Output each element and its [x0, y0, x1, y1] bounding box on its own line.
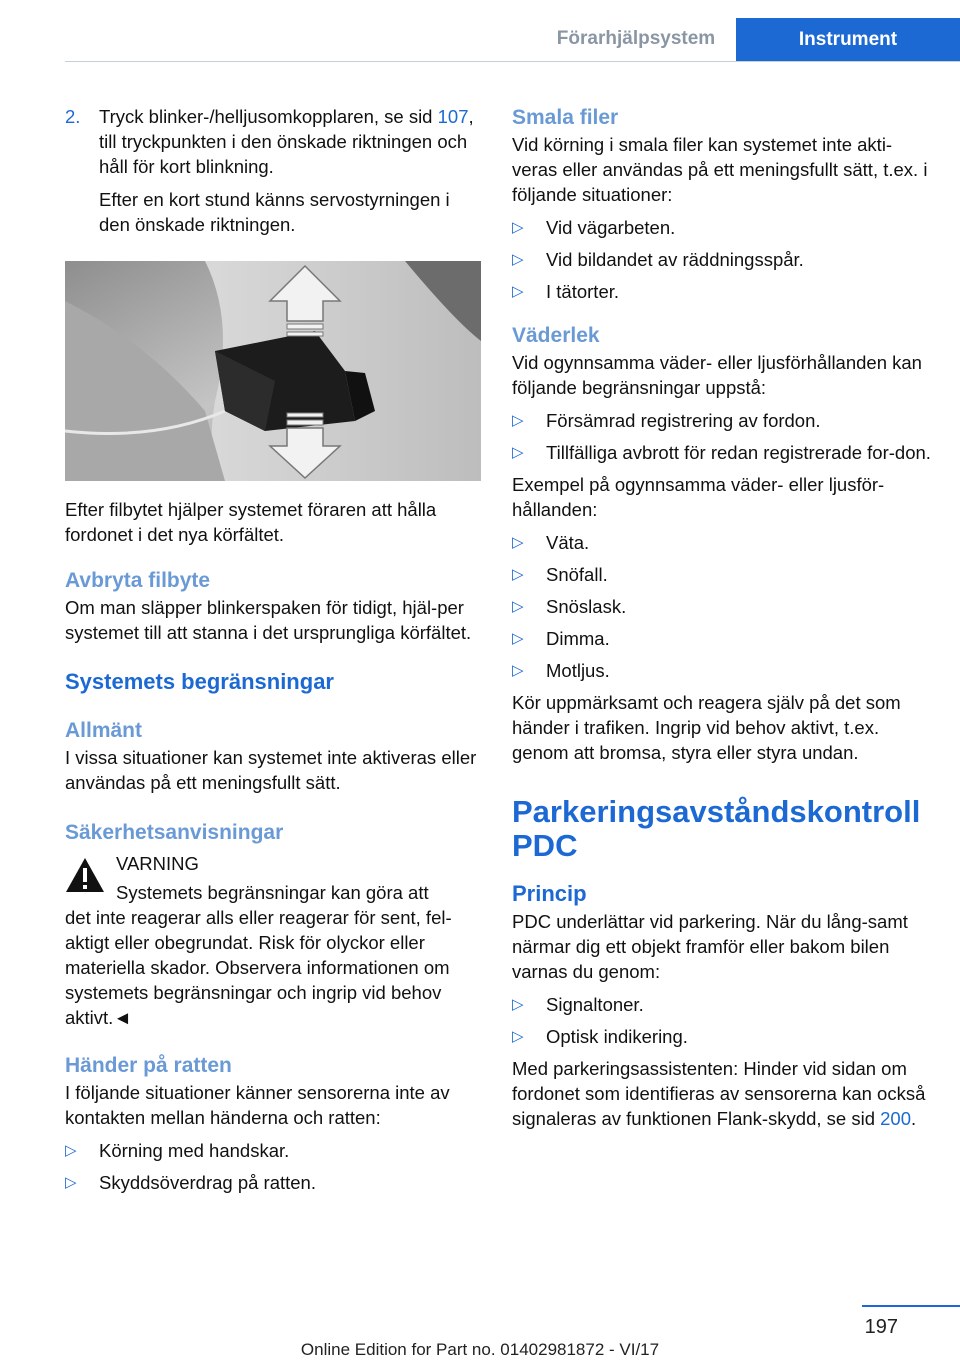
- parking-assistant-text: Med parkeringsassistenten: Hinder vid sidan om fordonet som identifieras av sensorerna kan också signaleras av funktionen Flank-skydd, se sid 200.: [512, 1058, 926, 1129]
- step-2: [65, 104, 481, 237]
- triangle-right-icon: ▷: [512, 1028, 524, 1045]
- edition-footer: Online Edition for Part no. 01402981872 - VI/17: [300, 1340, 660, 1359]
- principle-heading: Princip: [512, 881, 587, 906]
- step-number: 2.: [65, 106, 81, 127]
- header-chapter-tab[interactable]: Instrument: [736, 18, 960, 62]
- warning-text: det inte reagerar alls eller reagerar för sent, fel-aktigt eller obegrundat. Risk för olyckor eller materiella skador. Observera informationen om systemets begränsningar och ingrip vid behov aktivt.◄: [65, 907, 452, 1028]
- narrow-lanes-heading: Smala filer: [512, 106, 619, 129]
- list-item: ▷ Skyddsöverdrag på ratten.: [65, 1172, 316, 1193]
- page-link-107[interactable]: 107: [437, 106, 469, 127]
- hands-list: [65, 1138, 481, 1195]
- header-divider: [65, 61, 960, 62]
- triangle-right-icon: ▷: [512, 219, 524, 236]
- abort-heading: Avbryta filbyte: [65, 569, 211, 592]
- attention-text: Kör uppmärksamt och reagera själv på det som händer i trafiken. Ingrip vid behov aktivt, t.ex. genom att bromsa, styra eller styra undan.: [512, 692, 901, 763]
- principle-text: PDC underlättar vid parkering. När du lång-samt närmar dig ett objekt framför eller bakom bilen varnas du genom:: [512, 911, 908, 982]
- limits-heading: Systemets begränsningar: [65, 669, 334, 694]
- header-section-tab[interactable]: Förarhjälpsystem: [556, 28, 716, 49]
- left-column: [65, 104, 481, 1202]
- weather-heading: Väderlek: [512, 324, 600, 347]
- triangle-right-icon: ▷: [512, 251, 524, 268]
- weather-examples-text: Exempel på ogynnsamma väder- eller ljusför-hållanden:: [512, 474, 885, 520]
- list-item: ▷ Körning med handskar.: [65, 1140, 290, 1161]
- weather-text: Vid ogynnsamma väder- eller ljusförhållanden kan följande begränsningar uppstå:: [512, 352, 922, 398]
- weather-list: [512, 408, 932, 465]
- triangle-right-icon: ▷: [512, 444, 524, 461]
- triangle-right-icon: ▷: [512, 412, 524, 429]
- list-item: ▷ Optisk indikering.: [512, 1026, 688, 1047]
- weather-examples-list: [512, 530, 932, 683]
- hands-heading: Händer på ratten: [65, 1054, 232, 1077]
- page-number: 197: [864, 1316, 898, 1338]
- list-item: ▷ I tätorter.: [512, 281, 620, 302]
- list-item: ▷ Försämrad registrering av fordon.: [512, 410, 821, 431]
- turn-signal-lever-image: [65, 261, 481, 481]
- list-item: ▷ Dimma.: [512, 628, 610, 649]
- triangle-right-icon: ▷: [512, 566, 524, 583]
- after-lane-change-text: Efter filbytet hjälper systemet föraren att hålla fordonet i det nya körfältet.: [65, 499, 437, 545]
- list-item: ▷ Motljus.: [512, 660, 610, 681]
- abort-text: Om man släpper blinkerspaken för tidigt, hjäl-per systemet till att stanna i det ursprungliga körfältet.: [65, 597, 472, 643]
- triangle-right-icon: ▷: [512, 996, 524, 1013]
- warning-triangle-icon: [65, 857, 105, 893]
- triangle-right-icon: ▷: [65, 1142, 77, 1159]
- triangle-right-icon: ▷: [512, 534, 524, 551]
- safety-heading: Säkerhetsanvisningar: [65, 821, 284, 844]
- narrow-lanes-text: Vid körning i smala filer kan systemet inte akti-veras eller användas på ett meningsfullt sätt, t.ex. i följande situationer:: [512, 134, 928, 205]
- step-note: Efter en kort stund känns servostyrningen i den önskade riktningen.: [99, 189, 450, 235]
- principle-list: [512, 992, 932, 1049]
- list-item: ▷ Snöfall.: [512, 564, 608, 585]
- list-item: ▷ Vid bildandet av räddningsspår.: [512, 249, 804, 270]
- page-link-200[interactable]: 200: [880, 1108, 912, 1129]
- triangle-right-icon: ▷: [512, 630, 524, 647]
- triangle-right-icon: ▷: [512, 283, 524, 300]
- footer-divider: [862, 1305, 960, 1307]
- page-header: [0, 0, 960, 62]
- warning-label: VARNING: [116, 853, 199, 874]
- hands-text: I följande situationer känner sensorerna inte av kontakten mellan händerna och ratten:: [65, 1082, 450, 1128]
- warning-block: [65, 851, 481, 1030]
- list-item: ▷ Tillfälliga avbrott för redan registrerade for-don.: [512, 442, 931, 463]
- list-item: ▷ Snöslask.: [512, 596, 627, 617]
- list-item: ▷ Väta.: [512, 532, 590, 553]
- narrow-lanes-list: [512, 215, 932, 304]
- general-text: I vissa situationer kan systemet inte aktiveras eller användas på ett meningsfullt sätt.: [65, 747, 477, 793]
- step-text: Tryck blinker-/helljusomkopplaren, se sid 107, till tryckpunkten i den önskade riktningen och håll för kort blinkning.: [99, 106, 474, 177]
- general-heading: Allmänt: [65, 719, 143, 742]
- triangle-right-icon: ▷: [512, 662, 524, 679]
- right-column: [512, 104, 932, 1131]
- list-item: ▷ Vid vägarbeten.: [512, 217, 676, 238]
- pdc-heading: Parkeringsavståndskontroll PDC: [512, 794, 921, 863]
- warning-text-first: Systemets begränsningar kan göra att: [116, 882, 429, 903]
- triangle-right-icon: ▷: [512, 598, 524, 615]
- list-item: ▷ Signaltoner.: [512, 994, 644, 1015]
- triangle-right-icon: ▷: [65, 1174, 77, 1191]
